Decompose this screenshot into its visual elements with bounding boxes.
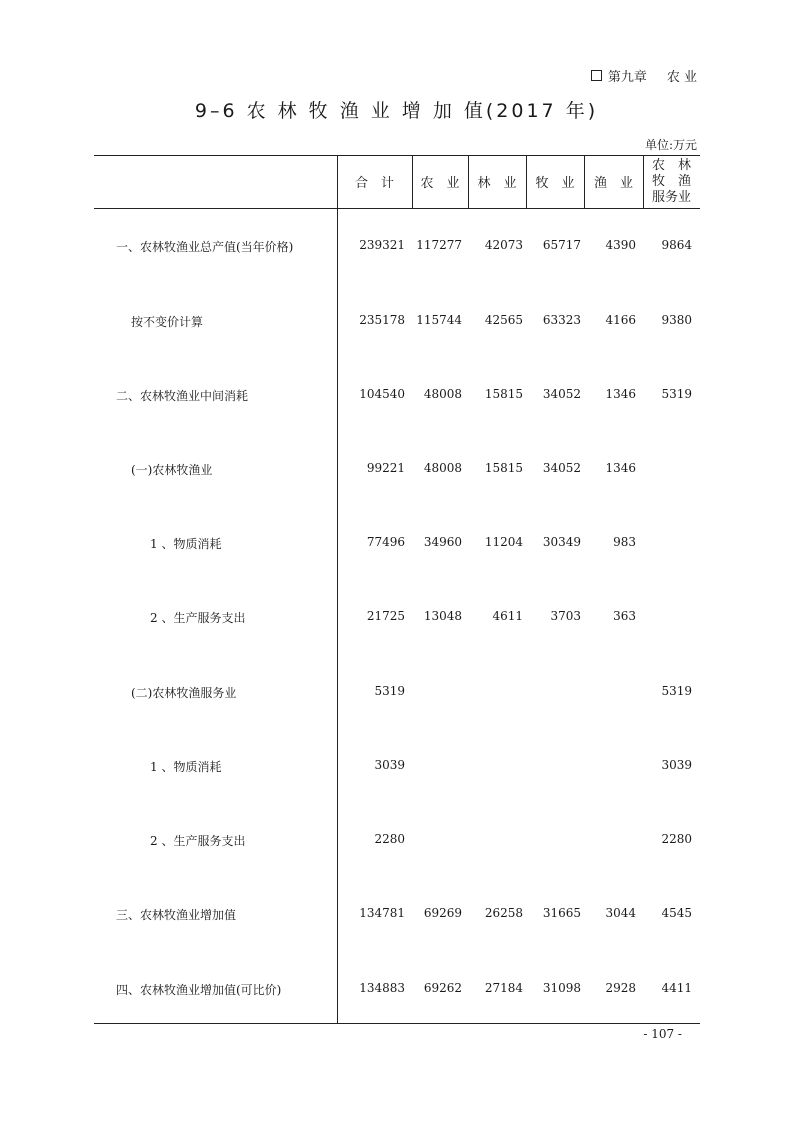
column-header: 牧 业 bbox=[535, 176, 575, 191]
table-cell: 27184 bbox=[484, 981, 523, 995]
table-cell: 48008 bbox=[423, 461, 462, 475]
table-cell: 42565 bbox=[484, 313, 523, 327]
table-row bbox=[0, 609, 793, 629]
table-cell: 26258 bbox=[484, 906, 523, 920]
table-cell: 63323 bbox=[542, 313, 581, 327]
table-bottom-rule bbox=[94, 1023, 700, 1024]
row-label: 四、农林牧渔业增加值(可比价) bbox=[116, 983, 282, 997]
table-cell: 4390 bbox=[605, 238, 636, 252]
table-cell: 5319 bbox=[661, 684, 692, 698]
page-number: - 107 - bbox=[643, 1027, 682, 1041]
table-cell: 69269 bbox=[423, 906, 462, 920]
square-icon bbox=[591, 70, 602, 81]
table-cell: 134781 bbox=[359, 906, 405, 920]
chapter-header bbox=[591, 66, 697, 85]
table-cell: 69262 bbox=[423, 981, 462, 995]
table-cell: 42073 bbox=[484, 238, 523, 252]
column-header-line: 牧 渔 bbox=[651, 173, 691, 189]
table-cell: 30349 bbox=[542, 535, 581, 549]
table-row bbox=[0, 461, 793, 481]
table-cell: 21725 bbox=[366, 609, 405, 623]
table-cell: 15815 bbox=[484, 461, 523, 475]
table-row bbox=[0, 684, 793, 704]
table-cell: 104540 bbox=[359, 387, 405, 401]
row-label: 二、农林牧渔业中间消耗 bbox=[116, 389, 249, 403]
table-cell: 31098 bbox=[542, 981, 581, 995]
table-row bbox=[0, 313, 793, 333]
table-cell: 77496 bbox=[366, 535, 405, 549]
table-cell: 1346 bbox=[605, 387, 636, 401]
column-header-line: 农 林 bbox=[651, 157, 691, 173]
table-cell: 65717 bbox=[542, 238, 581, 252]
table-row bbox=[0, 981, 793, 1001]
table-cell: 99221 bbox=[366, 461, 405, 475]
column-header-line: 服务业 bbox=[651, 189, 691, 205]
row-label: (二)农林牧渔服务业 bbox=[131, 686, 237, 700]
table-cell: 34960 bbox=[423, 535, 462, 549]
table-cell: 9864 bbox=[661, 238, 692, 252]
table-cell: 34052 bbox=[542, 387, 581, 401]
table-cell: 2280 bbox=[661, 832, 692, 846]
table-cell: 3044 bbox=[605, 906, 636, 920]
column-header: 合 计 bbox=[354, 176, 394, 191]
unit-label: 单位:万元 bbox=[644, 138, 697, 152]
table-cell: 5319 bbox=[374, 684, 405, 698]
table-cell: 15815 bbox=[484, 387, 523, 401]
table-cell: 2280 bbox=[374, 832, 405, 846]
chapter-name: 第九章 bbox=[607, 70, 647, 85]
table-row bbox=[0, 906, 793, 926]
table-row bbox=[0, 832, 793, 852]
table-cell: 3039 bbox=[374, 758, 405, 772]
row-label: 2 、生产服务支出 bbox=[150, 834, 246, 848]
stub-divider bbox=[337, 155, 338, 1023]
table-cell: 363 bbox=[613, 609, 636, 623]
table-row bbox=[0, 758, 793, 778]
column-header: 农 业 bbox=[420, 176, 460, 191]
column-header: 渔 业 bbox=[593, 176, 633, 191]
table-cell: 115744 bbox=[416, 313, 462, 327]
table-cell: 3039 bbox=[661, 758, 692, 772]
table-row bbox=[0, 238, 793, 258]
row-label: 按不变价计算 bbox=[131, 315, 204, 329]
table-cell: 4611 bbox=[492, 609, 523, 623]
table-cell: 3703 bbox=[550, 609, 581, 623]
table-row bbox=[0, 387, 793, 407]
table-cell: 9380 bbox=[661, 313, 692, 327]
column-header: 林 业 bbox=[477, 176, 517, 191]
table-cell: 34052 bbox=[542, 461, 581, 475]
table-cell: 11204 bbox=[484, 535, 523, 549]
section-name: 农 业 bbox=[666, 70, 697, 85]
table-row bbox=[0, 535, 793, 555]
table-cell: 235178 bbox=[359, 313, 405, 327]
row-label: 1 、物质消耗 bbox=[150, 537, 222, 551]
table-header-rule bbox=[94, 208, 700, 209]
column-header bbox=[643, 155, 700, 208]
table-cell: 134883 bbox=[359, 981, 405, 995]
table-cell: 983 bbox=[613, 535, 636, 549]
table-title: 9–6 农 林 牧 渔 业 增 加 值(2017 年) bbox=[194, 100, 599, 122]
row-label: 三、农林牧渔业增加值 bbox=[116, 908, 237, 922]
table-cell: 239321 bbox=[359, 238, 405, 252]
table-cell: 117277 bbox=[416, 238, 462, 252]
table-cell: 4545 bbox=[661, 906, 692, 920]
row-label: 2 、生产服务支出 bbox=[150, 611, 246, 625]
row-label: 1 、物质消耗 bbox=[150, 760, 222, 774]
table-cell: 2928 bbox=[605, 981, 636, 995]
table-cell: 4411 bbox=[661, 981, 692, 995]
row-label: 一、农林牧渔业总产值(当年价格) bbox=[116, 240, 294, 254]
table-cell: 5319 bbox=[661, 387, 692, 401]
table-cell: 4166 bbox=[605, 313, 636, 327]
table-cell: 48008 bbox=[423, 387, 462, 401]
table-cell: 1346 bbox=[605, 461, 636, 475]
table-cell: 13048 bbox=[423, 609, 462, 623]
table-cell: 31665 bbox=[542, 906, 581, 920]
row-label: (一)农林牧渔业 bbox=[131, 463, 213, 477]
